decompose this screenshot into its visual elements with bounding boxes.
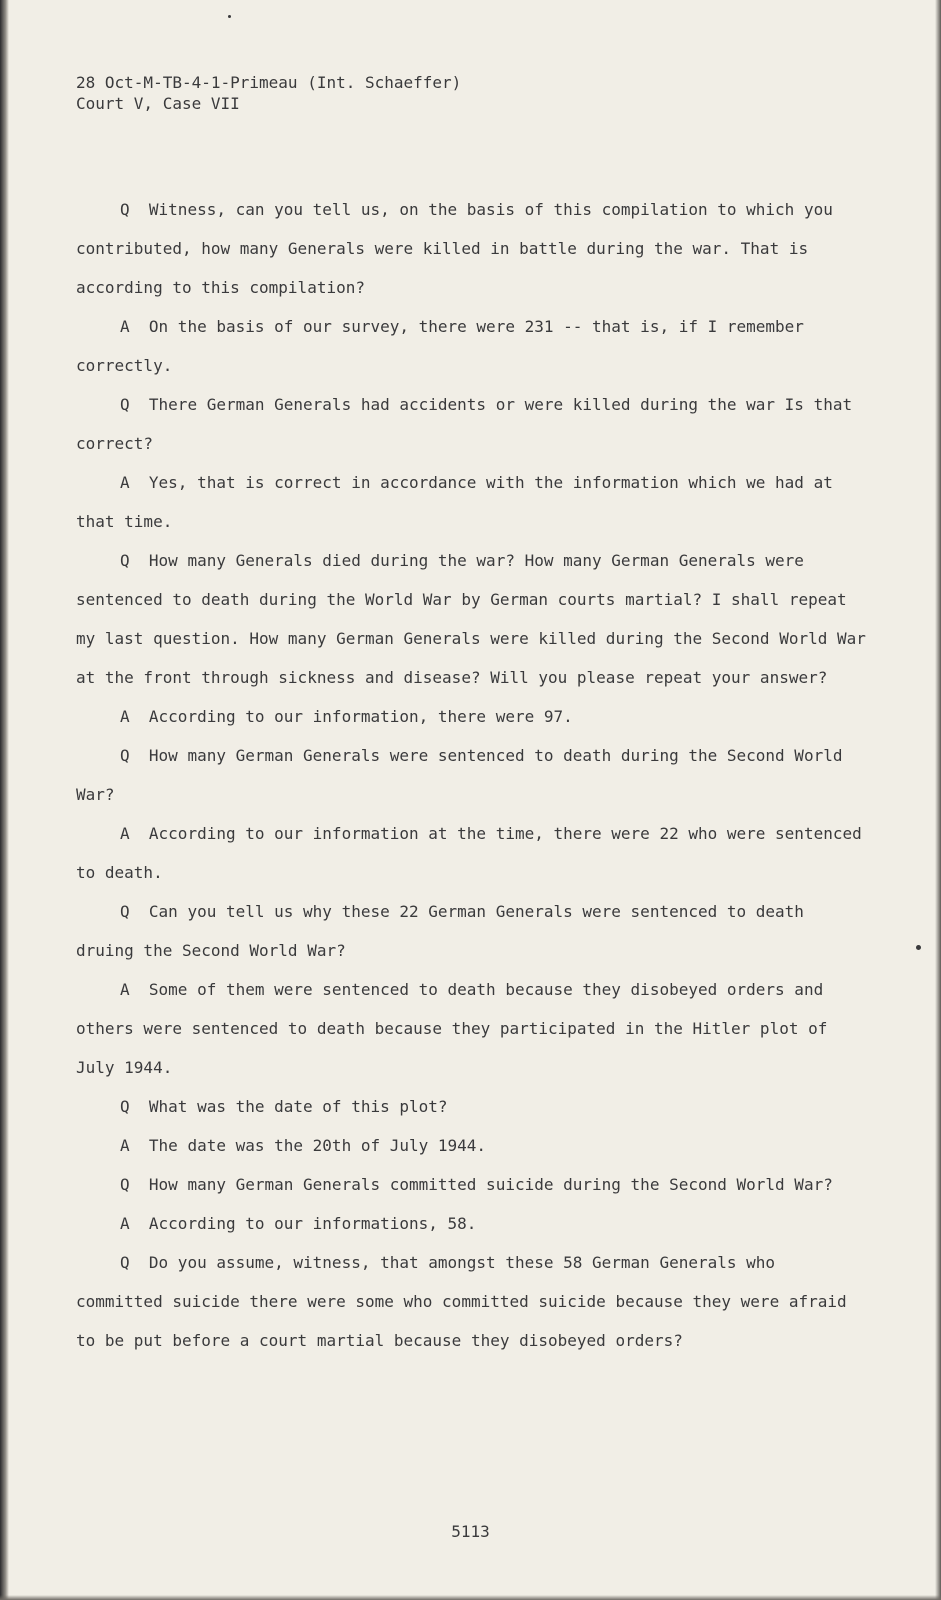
paragraph-text: Witness, can you tell us, on the basis of this compilation to which you contributed, how many Generals were killed in battle during the war. That is according to this compilation? [76,200,833,297]
paragraph-text: On the basis of our survey, there were 231 -- that is, if I remember correctly. [76,317,804,375]
testimony-paragraph [76,892,866,970]
testimony-paragraph [76,541,866,697]
paragraph-text: How many German Generals were sentenced to death during the Second World War? [76,746,843,804]
testimony-paragraph [76,385,866,463]
paragraph-text: How many German Generals committed suicide during the Second World War? [148,1175,833,1194]
paragraph-text: What was the date of this plot? [148,1097,448,1116]
speaker-label: Q [120,551,130,570]
speaker-label: Q [120,395,130,414]
testimony-paragraph [76,190,866,307]
page-edge-shadow-bottom [0,1595,941,1600]
header-session-line: 28 Oct-M-TB-4-1-Primeau (Int. Schaeffer) [76,73,462,92]
speaker-label: Q [120,746,130,765]
speaker-label: Q [120,1097,130,1116]
document-header [76,72,461,114]
testimony-paragraph [76,736,866,814]
testimony-paragraph [76,463,866,541]
paragraph-text: According to our information, there were 97. [148,707,573,726]
paragraph-text: According to our informations, 58. [148,1214,477,1233]
paragraph-text: Do you assume, witness, that amongst these 58 German Generals who committed suicide there were some who committed suicide because they were afraid to be put before a court martial because they disobeyed orders? [76,1253,847,1350]
speaker-label: Q [120,1175,130,1194]
speaker-label: A [120,473,130,492]
page-edge-shadow-left [0,0,9,1600]
testimony-paragraph [76,970,866,1087]
testimony-paragraph [76,1204,866,1243]
paragraph-text: Yes, that is correct in accordance with the information which we had at that time. [76,473,833,531]
speaker-label: A [120,824,130,843]
paragraph-text: Some of them were sentenced to death because they disobeyed orders and others were sentenced to death because they participated in the Hitler plot of July 1944. [76,980,828,1077]
testimony-paragraph [76,1087,866,1126]
speaker-label: A [120,317,130,336]
paragraph-text: According to our information at the time, there were 22 who were sentenced to death. [76,824,862,882]
speaker-label: A [120,707,130,726]
testimony-paragraph [76,1243,866,1360]
paragraph-text: Can you tell us why these 22 German Generals were sentenced to death druing the Second World War? [76,902,804,960]
testimony-paragraph [76,814,866,892]
page-number: 5113 [451,1522,490,1541]
paragraph-text: The date was the 20th of July 1944. [148,1136,487,1155]
speaker-label: A [120,1214,130,1233]
speaker-label: A [120,980,130,999]
speaker-label: Q [120,200,130,219]
testimony-body [76,190,866,1360]
testimony-paragraph [76,1165,866,1204]
testimony-paragraph [76,697,866,736]
testimony-paragraph [76,307,866,385]
paragraph-text: There German Generals had accidents or were killed during the war Is that correct? [76,395,853,453]
punch-mark [916,945,921,950]
speaker-label: Q [120,1253,130,1272]
speaker-label: Q [120,902,130,921]
paragraph-text: How many Generals died during the war? How many German Generals were sentenced to death during the World War by German courts martial? I shall repeat my last question. How many German Generals were killed during the Second World War at the front through sickness and disease? Will you please repeat your answer? [76,551,866,687]
page-edge-shadow-right [935,0,941,1600]
header-court-line: Court V, Case VII [76,94,240,113]
testimony-paragraph [76,1126,866,1165]
paper-speck [228,15,231,18]
speaker-label: A [120,1136,130,1155]
